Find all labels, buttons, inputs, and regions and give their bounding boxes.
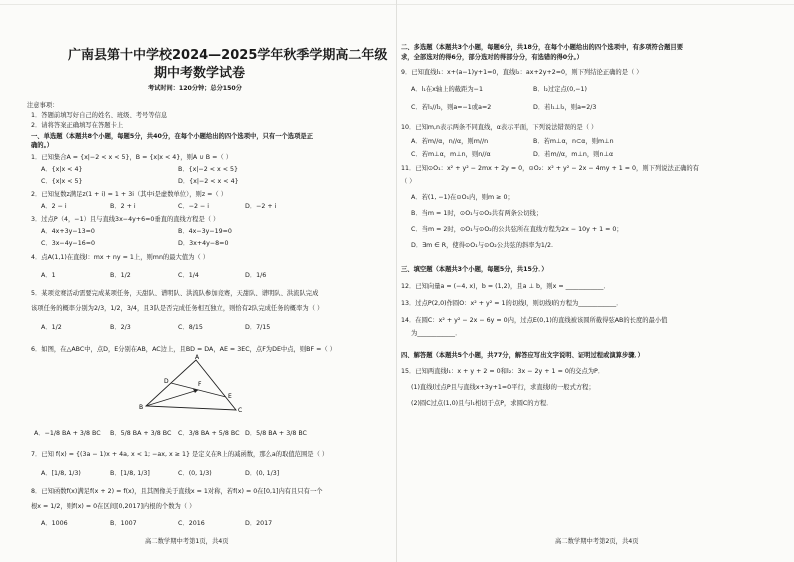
q7-option-b: B．[1/8, 1/3] [110,470,150,477]
label-c: C [238,407,243,414]
q3-option-c: C．3x−4y−16=0 [41,240,96,247]
label-d: D [164,378,169,385]
q1-stem: 1．已知集合A = {x|−2 < x < 5}，B = {x|x < 4}，则A ∪ B =（ ） [31,154,232,161]
q4-stem: 4．点A(1,1)在直线l：mx + ny = 1上，则mn的最大值为（ ） [31,254,210,261]
label-a: A [195,354,200,361]
label-f: F [198,381,202,388]
q6-option-c: C．3/8 BA + 5/8 BC [178,430,240,437]
q6-option-d: D．5/8 BA + 3/8 BC [245,430,307,437]
section2-header-cont: 求，全部选对的得6分，部分选对的得部分分，有选错的得0分。） [401,54,583,61]
label-b: B [139,404,144,411]
q3-option-a: A．4x+3y−13=0 [41,228,95,235]
q11-option-d: D．∃m ∈ R，使得⊙O₁与⊙O₂公共弦的斜率为1/2. [411,242,554,249]
q4-option-c: C．1/4 [178,272,199,279]
note-2: 2．请将答案正确填写在答题卡上 [31,122,124,129]
right-page [397,0,794,562]
q5-option-a: A．1/2 [41,324,62,331]
q8-stem: 8．已知函数f(x)满足f(x + 2) = f(x)，且其图像关于直线x = 1对称，若f(x) = 0在[0,1]内有且只有一个 [31,488,323,495]
q1-option-a: A．{x|x < 4} [41,166,83,173]
q3-option-b: B．4x−3y−19=0 [178,228,232,235]
q9-option-b: B．l₂过定点(0,−1) [533,86,587,93]
q10-stem: 10．已知m,n表示两条不同直线，α表示平面，下列说法错误的是（ ） [401,124,598,131]
label-e: E [228,393,232,400]
q2-option-b: B．2 + i [110,203,136,210]
q9-option-a: A．l₁在x轴上的截距为−1 [411,86,483,93]
q8-option-b: B．1007 [110,520,137,527]
q15-part1: (1)直线l过点P且与直线x+3y+1=0平行，求直线l的一般式方程； [411,384,595,391]
notes-heading: 注意事项： [27,102,59,109]
q4-option-d: D．1/6 [245,272,267,279]
q2-option-c: C．−2 − i [178,203,210,210]
section4-header: 四、解答题（本题共5个小题，共77分，解答应写出文字说明、证明过程或演算步骤．） [401,352,644,359]
q13-stem: 13．过点P(2,0)作圆O：x² + y² = 1的切线l，则切线l的方程为____________． [401,300,623,307]
q8-option-d: D．2017 [245,520,273,527]
q10-option-b: B．若m⊥α，n⊂α，则m⊥n [533,138,614,145]
q5-option-c: C．8/15 [178,324,203,331]
q7-option-d: D．(0, 1/3] [245,470,280,477]
q5-option-d: D．7/15 [245,324,271,331]
q2-stem: 2．已知复数z满足z(1 + i) = 1 + 3i（其中i是虚数单位），则z =（ ） [31,191,228,198]
q8-stem-cont: 根x = 1/2，则f(x) = 0在区间[0,2017]内根的个数为（ ） [31,503,196,510]
triangle-figure [138,354,248,414]
q11-option-b: B．当m = 1时，⊙O₁与⊙O₂共有两条公切线； [411,210,543,217]
exam-info: 考试时间：120分钟；总分150分 [148,85,242,92]
q9-option-c: C．若l₁//l₂，则a=−1或a=2 [411,104,492,111]
q6-stem: 6．如图，在△ABC中，点D，E分别在AB，AC边上，且BD = DA，AE = 3EC，点F为DE中点，则BF =（ ） [31,346,336,353]
note-1: 1．答题前填写好自己的姓名、班级、考号等信息 [31,112,168,119]
exam-title: 广南县第十中学校2024—2025学年秋季学期高二年级 [68,48,388,63]
q1-option-c: C．{x|x < 5} [41,178,83,185]
q15-part2: (2)圆C过点(1,0)且与l₁相切于点P，求圆C的方程． [411,400,553,407]
q7-option-c: C．(0, 1/3) [178,470,212,477]
q1-option-b: B．{x|−2 < x < 5} [178,166,239,173]
q10-option-d: D．若m//α，m⊥n，则n⊥α [533,151,614,158]
q10-option-c: C．若m⊥α，m⊥n，则n//α [411,151,491,158]
exam-subtitle: 期中考数学试卷 [154,66,246,81]
q5-stem-cont: 该项任务的概率分别为2/3，1/2，3/4，且3队是否完成任务相互独立，则恰有2队完成任务的概率为（ ） [31,305,324,312]
left-footer: 高二数学期中考第1页，共4页 [145,538,229,545]
q5-stem: 5．某项竞赛活动需要完成某项任务，天甜队、谱明队、洪流队参加竞赛，天甜队、谱明队、洪流队完成 [31,290,319,297]
q11-option-c: C．当m = 2时，⊙O₁与⊙O₂的公共弦所在直线方程为2x − 10y + 1 = 0； [411,226,623,233]
q6-option-b: B．5/8 BA + 3/8 BC [110,430,172,437]
q6-option-a: A．−1/8 BA + 3/8 BC [34,430,101,437]
segment-bf [146,390,198,406]
q4-option-a: A．1 [41,272,56,279]
q3-stem: 3．过点P（4，−1）且与直线3x−4y+6=0垂直的直线方程是（ ） [31,216,220,223]
q7-option-a: A．[1/8, 1/3) [41,470,81,477]
q7-stem: 7．已知 f(x) = {(3a − 1)x + 4a, x < 1; −ax, x ≥ 1} 是定义在R上的减函数，那么a的取值范围是（ ） [31,451,329,458]
q9-stem: 9．已知直线l₁：x+(a−1)y+1=0，直线l₂：ax+2y+2=0，则下列结论正确的是（ ） [401,69,643,76]
section1-header-cont: 确的。） [31,142,54,149]
q5-option-b: B．2/3 [110,324,131,331]
right-footer: 高二数学期中考第2页，共4页 [555,538,639,545]
q2-option-a: A．2 − i [41,203,67,210]
q1-option-d: D．{x|−2 < x < 4} [178,178,239,185]
q9-option-d: D．若l₁⊥l₂，则a=2/3 [533,104,597,111]
q8-option-c: C．2016 [178,520,205,527]
section1-header: 一、单选题（本题共8个小题，每题5分，共40分，在每个小题给出的四个选项中，只有一个选项是正 [31,133,313,140]
q14-stem: 14．在圆C：x² + y² − 2x − 6y = 0内，过点E(0,1)的直线被该圆所截得弦AB的长度的最小值 [401,317,668,324]
q2-option-d: D．−2 + i [245,203,277,210]
q4-option-b: B．1/2 [110,272,131,279]
q14-stem-cont: 为____________． [411,330,462,337]
q8-option-a: A．1006 [41,520,68,527]
section3-header: 三、填空题（本题共3个小题，每题5分，共15分．） [401,266,548,273]
section2-header: 二、多选题（本题共3个小题，每题6分，共18分，在每个小题给出的四个选项中，有多项符合题目要 [401,44,683,51]
q10-option-a: A．若m//α，n//α，则m//n [411,138,489,145]
q12-stem: 12．已知向量a = (−4, x)，b = (1,2)，且a ⊥ b，则x = ____________． [401,283,610,290]
q11-stem-cont: （ ） [401,178,416,185]
q11-option-a: A．若(1, −1)在⊙O₁内，则m ≥ 0； [411,194,514,201]
q15-stem: 15．已知两直线l₁：x + y + 2 = 0和l₂：3x − 2y + 1 = 0的交点为P． [401,368,605,375]
q3-option-d: D．3x+4y−8=0 [178,240,229,247]
q11-stem: 11．已知⊙O₁：x² + y² − 2mx + 2y = 0，⊙O₂：x² + y² − 2x − 4my + 1 = 0，则下列说法正确的有 [401,165,700,172]
triangle-abc [146,360,236,410]
